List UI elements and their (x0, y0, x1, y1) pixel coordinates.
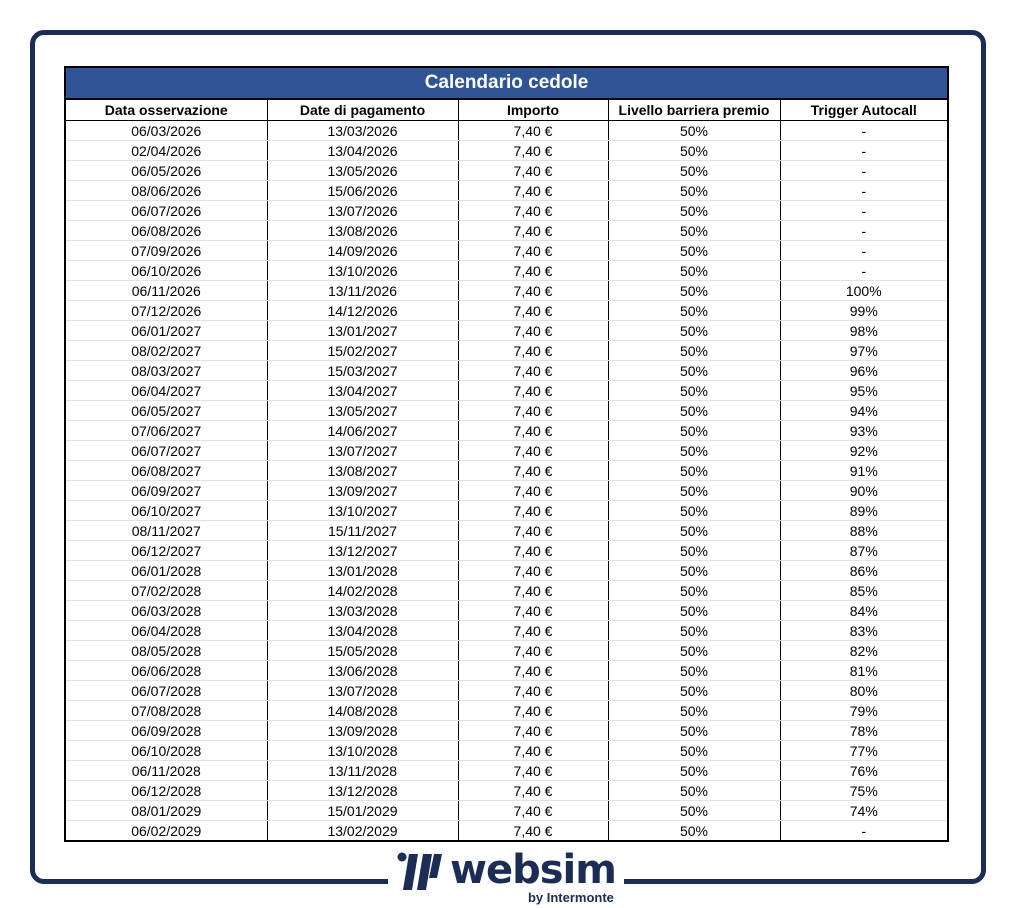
table-row (65, 481, 948, 501)
cell-importo: 7,40 € (458, 141, 608, 161)
table-row (65, 641, 948, 661)
cell-livello-barriera: 50% (608, 701, 780, 721)
cell-date-pagamento: 13/05/2026 (267, 161, 458, 181)
cell-trigger-autocall: 96% (780, 361, 948, 381)
table-row (65, 821, 948, 842)
table-row (65, 281, 948, 301)
cell-livello-barriera: 50% (608, 681, 780, 701)
table-row (65, 681, 948, 701)
cell-importo: 7,40 € (458, 341, 608, 361)
cell-trigger-autocall: 92% (780, 441, 948, 461)
table-row (65, 221, 948, 241)
table-row (65, 581, 948, 601)
table-body (65, 121, 948, 842)
cell-date-pagamento: 15/11/2027 (267, 521, 458, 541)
cell-livello-barriera: 50% (608, 301, 780, 321)
table-row (65, 421, 948, 441)
cell-importo: 7,40 € (458, 381, 608, 401)
table-row (65, 161, 948, 181)
cell-data-osservazione: 06/03/2026 (65, 121, 267, 141)
cell-importo: 7,40 € (458, 701, 608, 721)
cell-data-osservazione: 06/07/2026 (65, 201, 267, 221)
cell-livello-barriera: 50% (608, 661, 780, 681)
cell-importo: 7,40 € (458, 481, 608, 501)
cell-trigger-autocall: 74% (780, 801, 948, 821)
cell-importo: 7,40 € (458, 241, 608, 261)
cell-data-osservazione: 06/08/2027 (65, 461, 267, 481)
cell-importo: 7,40 € (458, 821, 608, 842)
cell-date-pagamento: 13/07/2027 (267, 441, 458, 461)
table-title-row (65, 67, 948, 99)
cell-data-osservazione: 06/10/2028 (65, 741, 267, 761)
table-row (65, 261, 948, 281)
header-trigger-autocall: Trigger Autocall (780, 99, 948, 121)
table-row (65, 661, 948, 681)
cell-importo: 7,40 € (458, 761, 608, 781)
cell-trigger-autocall: - (780, 821, 948, 842)
cell-data-osservazione: 06/06/2028 (65, 661, 267, 681)
cell-trigger-autocall: - (780, 161, 948, 181)
cell-livello-barriera: 50% (608, 381, 780, 401)
cell-livello-barriera: 50% (608, 821, 780, 842)
cell-livello-barriera: 50% (608, 401, 780, 421)
cell-trigger-autocall: - (780, 201, 948, 221)
table-row (65, 621, 948, 641)
cell-importo: 7,40 € (458, 601, 608, 621)
cell-trigger-autocall: 86% (780, 561, 948, 581)
cell-trigger-autocall: - (780, 181, 948, 201)
cell-importo: 7,40 € (458, 721, 608, 741)
cell-date-pagamento: 13/10/2027 (267, 501, 458, 521)
cell-date-pagamento: 13/11/2026 (267, 281, 458, 301)
cell-livello-barriera: 50% (608, 801, 780, 821)
cell-livello-barriera: 50% (608, 141, 780, 161)
cell-data-osservazione: 06/11/2028 (65, 761, 267, 781)
cell-importo: 7,40 € (458, 501, 608, 521)
cell-livello-barriera: 50% (608, 441, 780, 461)
cell-importo: 7,40 € (458, 541, 608, 561)
cell-trigger-autocall: 97% (780, 341, 948, 361)
cell-importo: 7,40 € (458, 361, 608, 381)
header-livello-barriera: Livello barriera premio (608, 99, 780, 121)
cell-date-pagamento: 13/04/2027 (267, 381, 458, 401)
cell-date-pagamento: 13/07/2026 (267, 201, 458, 221)
cell-date-pagamento: 13/10/2026 (267, 261, 458, 281)
cell-date-pagamento: 14/09/2026 (267, 241, 458, 261)
cell-date-pagamento: 15/03/2027 (267, 361, 458, 381)
header-date-pagamento: Date di pagamento (267, 99, 458, 121)
cell-livello-barriera: 50% (608, 181, 780, 201)
cell-trigger-autocall: 88% (780, 521, 948, 541)
table-row (65, 301, 948, 321)
coupon-calendar-table-container (64, 66, 947, 842)
cell-date-pagamento: 15/01/2029 (267, 801, 458, 821)
table-row (65, 541, 948, 561)
logo-text (450, 847, 616, 905)
cell-livello-barriera: 50% (608, 581, 780, 601)
cell-data-osservazione: 06/10/2027 (65, 501, 267, 521)
cell-livello-barriera: 50% (608, 261, 780, 281)
table-row (65, 441, 948, 461)
cell-date-pagamento: 13/02/2029 (267, 821, 458, 842)
cell-trigger-autocall: - (780, 141, 948, 161)
cell-livello-barriera: 50% (608, 501, 780, 521)
cell-date-pagamento: 13/11/2028 (267, 761, 458, 781)
cell-importo: 7,40 € (458, 181, 608, 201)
cell-data-osservazione: 06/12/2027 (65, 541, 267, 561)
cell-data-osservazione: 06/09/2027 (65, 481, 267, 501)
table-row (65, 141, 948, 161)
cell-data-osservazione: 07/12/2026 (65, 301, 267, 321)
cell-data-osservazione: 08/02/2027 (65, 341, 267, 361)
cell-livello-barriera: 50% (608, 421, 780, 441)
cell-trigger-autocall: 84% (780, 601, 948, 621)
cell-trigger-autocall: - (780, 241, 948, 261)
cell-importo: 7,40 € (458, 741, 608, 761)
table-row (65, 361, 948, 381)
cell-trigger-autocall: 85% (780, 581, 948, 601)
cell-data-osservazione: 08/03/2027 (65, 361, 267, 381)
cell-data-osservazione: 06/01/2028 (65, 561, 267, 581)
cell-date-pagamento: 13/03/2026 (267, 121, 458, 141)
cell-importo: 7,40 € (458, 421, 608, 441)
cell-data-osservazione: 06/01/2027 (65, 321, 267, 341)
cell-livello-barriera: 50% (608, 781, 780, 801)
cell-importo: 7,40 € (458, 801, 608, 821)
cell-date-pagamento: 15/06/2026 (267, 181, 458, 201)
cell-importo: 7,40 € (458, 461, 608, 481)
cell-trigger-autocall: 81% (780, 661, 948, 681)
cell-data-osservazione: 06/07/2027 (65, 441, 267, 461)
cell-trigger-autocall: 78% (780, 721, 948, 741)
table-row (65, 201, 948, 221)
cell-date-pagamento: 14/06/2027 (267, 421, 458, 441)
cell-data-osservazione: 06/10/2026 (65, 261, 267, 281)
cell-trigger-autocall: 82% (780, 641, 948, 661)
table-row (65, 761, 948, 781)
cell-date-pagamento: 13/04/2026 (267, 141, 458, 161)
cell-date-pagamento: 13/04/2028 (267, 621, 458, 641)
cell-data-osservazione: 02/04/2026 (65, 141, 267, 161)
cell-importo: 7,40 € (458, 441, 608, 461)
websim-logo (396, 847, 626, 908)
cell-importo: 7,40 € (458, 681, 608, 701)
cell-importo: 7,40 € (458, 321, 608, 341)
cell-date-pagamento: 13/05/2027 (267, 401, 458, 421)
cell-date-pagamento: 13/01/2027 (267, 321, 458, 341)
cell-trigger-autocall: 90% (780, 481, 948, 501)
header-data-osservazione: Data osservazione (65, 99, 267, 121)
cell-date-pagamento: 13/09/2028 (267, 721, 458, 741)
cell-livello-barriera: 50% (608, 281, 780, 301)
cell-importo: 7,40 € (458, 221, 608, 241)
table-row (65, 601, 948, 621)
cell-data-osservazione: 06/03/2028 (65, 601, 267, 621)
cell-trigger-autocall: 79% (780, 701, 948, 721)
cell-data-osservazione: 06/07/2028 (65, 681, 267, 701)
table-row (65, 461, 948, 481)
cell-livello-barriera: 50% (608, 321, 780, 341)
coupon-calendar-table (64, 66, 949, 842)
cell-trigger-autocall: 94% (780, 401, 948, 421)
table-row (65, 561, 948, 581)
cell-livello-barriera: 50% (608, 541, 780, 561)
cell-livello-barriera: 50% (608, 461, 780, 481)
cell-livello-barriera: 50% (608, 641, 780, 661)
cell-data-osservazione: 06/05/2027 (65, 401, 267, 421)
cell-trigger-autocall: 98% (780, 321, 948, 341)
table-row (65, 181, 948, 201)
cell-livello-barriera: 50% (608, 161, 780, 181)
cell-data-osservazione: 06/04/2027 (65, 381, 267, 401)
cell-livello-barriera: 50% (608, 341, 780, 361)
cell-trigger-autocall: - (780, 261, 948, 281)
cell-trigger-autocall: 100% (780, 281, 948, 301)
cell-date-pagamento: 13/07/2028 (267, 681, 458, 701)
cell-data-osservazione: 08/05/2028 (65, 641, 267, 661)
cell-date-pagamento: 13/09/2027 (267, 481, 458, 501)
cell-importo: 7,40 € (458, 621, 608, 641)
cell-data-osservazione: 06/08/2026 (65, 221, 267, 241)
cell-trigger-autocall: 75% (780, 781, 948, 801)
cell-trigger-autocall: 76% (780, 761, 948, 781)
cell-importo: 7,40 € (458, 521, 608, 541)
cell-livello-barriera: 50% (608, 721, 780, 741)
cell-date-pagamento: 13/03/2028 (267, 601, 458, 621)
table-row (65, 241, 948, 261)
cell-trigger-autocall: 83% (780, 621, 948, 641)
cell-data-osservazione: 07/06/2027 (65, 421, 267, 441)
cell-date-pagamento: 15/02/2027 (267, 341, 458, 361)
cell-date-pagamento: 13/06/2028 (267, 661, 458, 681)
cell-trigger-autocall: 89% (780, 501, 948, 521)
cell-importo: 7,40 € (458, 261, 608, 281)
websim-logo-mark-icon (396, 852, 444, 892)
cell-importo: 7,40 € (458, 121, 608, 141)
table-row (65, 701, 948, 721)
table-row (65, 341, 948, 361)
cell-trigger-autocall: 77% (780, 741, 948, 761)
cell-date-pagamento: 13/08/2027 (267, 461, 458, 481)
table-row (65, 801, 948, 821)
table-title: Calendario cedole (65, 67, 948, 99)
cell-trigger-autocall: - (780, 121, 948, 141)
cell-importo: 7,40 € (458, 301, 608, 321)
cell-trigger-autocall: 99% (780, 301, 948, 321)
cell-livello-barriera: 50% (608, 221, 780, 241)
cell-livello-barriera: 50% (608, 481, 780, 501)
cell-trigger-autocall: 93% (780, 421, 948, 441)
table-row (65, 781, 948, 801)
cell-data-osservazione: 07/09/2026 (65, 241, 267, 261)
cell-livello-barriera: 50% (608, 361, 780, 381)
cell-data-osservazione: 06/02/2029 (65, 821, 267, 842)
cell-data-osservazione: 08/11/2027 (65, 521, 267, 541)
cell-livello-barriera: 50% (608, 741, 780, 761)
cell-date-pagamento: 13/08/2026 (267, 221, 458, 241)
cell-date-pagamento: 14/08/2028 (267, 701, 458, 721)
table-row (65, 521, 948, 541)
cell-importo: 7,40 € (458, 661, 608, 681)
table-row (65, 401, 948, 421)
cell-date-pagamento: 13/12/2027 (267, 541, 458, 561)
table-row (65, 121, 948, 141)
logo-wordmark: websim (450, 847, 616, 893)
cell-data-osservazione: 06/11/2026 (65, 281, 267, 301)
cell-livello-barriera: 50% (608, 201, 780, 221)
cell-date-pagamento: 13/12/2028 (267, 781, 458, 801)
cell-importo: 7,40 € (458, 281, 608, 301)
cell-livello-barriera: 50% (608, 521, 780, 541)
cell-importo: 7,40 € (458, 781, 608, 801)
cell-trigger-autocall: 87% (780, 541, 948, 561)
table-row (65, 321, 948, 341)
cell-date-pagamento: 13/01/2028 (267, 561, 458, 581)
table-header-row (65, 99, 948, 121)
cell-date-pagamento: 14/02/2028 (267, 581, 458, 601)
cell-trigger-autocall: 95% (780, 381, 948, 401)
cell-data-osservazione: 08/06/2026 (65, 181, 267, 201)
cell-livello-barriera: 50% (608, 601, 780, 621)
cell-importo: 7,40 € (458, 581, 608, 601)
cell-data-osservazione: 07/08/2028 (65, 701, 267, 721)
table-row (65, 741, 948, 761)
cell-date-pagamento: 13/10/2028 (267, 741, 458, 761)
cell-data-osservazione: 08/01/2029 (65, 801, 267, 821)
cell-data-osservazione: 06/05/2026 (65, 161, 267, 181)
cell-trigger-autocall: 80% (780, 681, 948, 701)
cell-date-pagamento: 15/05/2028 (267, 641, 458, 661)
cell-livello-barriera: 50% (608, 121, 780, 141)
cell-importo: 7,40 € (458, 161, 608, 181)
table-row (65, 721, 948, 741)
cell-trigger-autocall: - (780, 221, 948, 241)
cell-importo: 7,40 € (458, 401, 608, 421)
cell-livello-barriera: 50% (608, 761, 780, 781)
cell-livello-barriera: 50% (608, 561, 780, 581)
cell-data-osservazione: 06/04/2028 (65, 621, 267, 641)
cell-date-pagamento: 14/12/2026 (267, 301, 458, 321)
cell-importo: 7,40 € (458, 561, 608, 581)
logo-subtitle: by Intermonte (527, 890, 614, 905)
cell-data-osservazione: 06/12/2028 (65, 781, 267, 801)
cell-data-osservazione: 07/02/2028 (65, 581, 267, 601)
cell-importo: 7,40 € (458, 641, 608, 661)
cell-importo: 7,40 € (458, 201, 608, 221)
cell-data-osservazione: 06/09/2028 (65, 721, 267, 741)
cell-livello-barriera: 50% (608, 241, 780, 261)
cell-livello-barriera: 50% (608, 621, 780, 641)
table-row (65, 381, 948, 401)
table-row (65, 501, 948, 521)
cell-trigger-autocall: 91% (780, 461, 948, 481)
header-importo: Importo (458, 99, 608, 121)
